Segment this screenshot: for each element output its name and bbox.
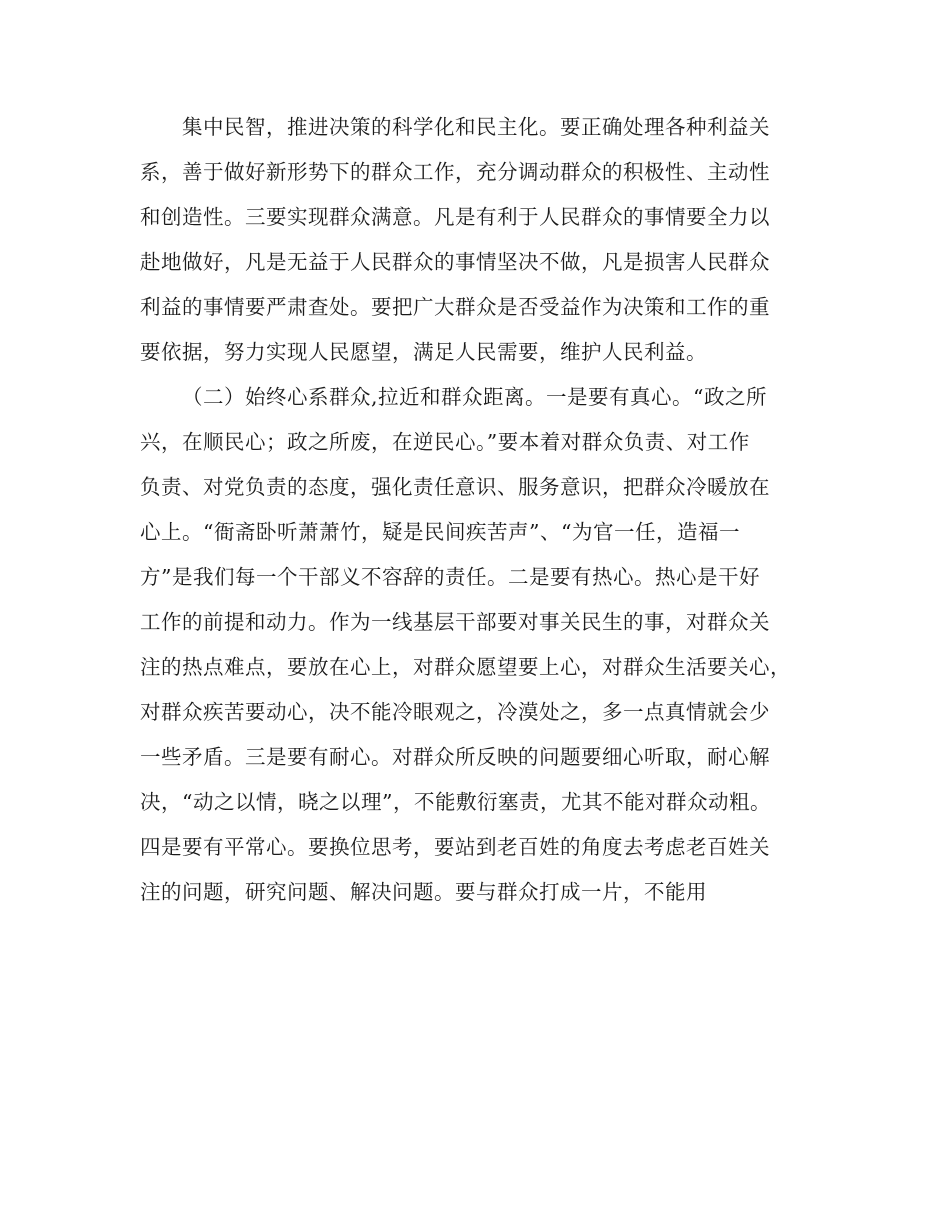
text-line: 赴地做好，凡是无益于人民群众的事情坚决不做，凡是损害人民群众 [140, 250, 770, 274]
text-line: 注的热点难点，要放在心上，对群众愿望要上心，对群众生活要关心， [140, 655, 791, 679]
text-line: （二）始终心系群众,拉近和群众距离。一是要有真心。“政之所 [182, 385, 767, 409]
text-line: 心上。“衙斋卧听萧萧竹，疑是民间疾苦声”、“为官一任，造福一 [140, 520, 740, 544]
text-line: 集中民智，推进决策的科学化和民主化。要正确处理各种利益关 [182, 115, 770, 139]
text-line: 注的问题，研究问题、解决问题。要与群众打成一片，不能用 [140, 880, 707, 904]
text-line: 要依据，努力实现人民愿望，满足人民需要，维护人民利益。 [140, 340, 707, 364]
text-line: 利益的事情要严肃查处。要把广大群众是否受益作为决策和工作的重 [140, 295, 770, 319]
text-line: 四是要有平常心。要换位思考，要站到老百姓的角度去考虑老百姓关 [140, 835, 770, 859]
text-line: 和创造性。三要实现群众满意。凡是有利于人民群众的事情要全力以 [140, 205, 770, 229]
text-line: 兴，在顺民心；政之所废，在逆民心。”要本着对群众负责、对工作 [140, 430, 750, 454]
text-line: 负责、对党负责的态度，强化责任意识、服务意识，把群众冷暖放在 [140, 475, 770, 499]
text-line: 对群众疾苦要动心，决不能冷眼观之，冷漠处之，多一点真情就会少 [140, 700, 770, 724]
text-line: 方”是我们每一个干部义不容辞的责任。二是要有热心。热心是干好 [140, 565, 760, 589]
text-line: 一些矛盾。三是要有耐心。对群众所反映的问题要细心听取，耐心解 [140, 745, 770, 769]
text-line: 工作的前提和动力。作为一线基层干部要对事关民生的事，对群众关 [140, 610, 770, 634]
text-line: 系，善于做好新形势下的群众工作，充分调动群众的积极性、主动性 [140, 160, 770, 184]
text-line: 决，“动之以情，晓之以理”，不能敷衍塞责，尤其不能对群众动粗。 [140, 790, 771, 814]
document-body [140, 105, 810, 915]
